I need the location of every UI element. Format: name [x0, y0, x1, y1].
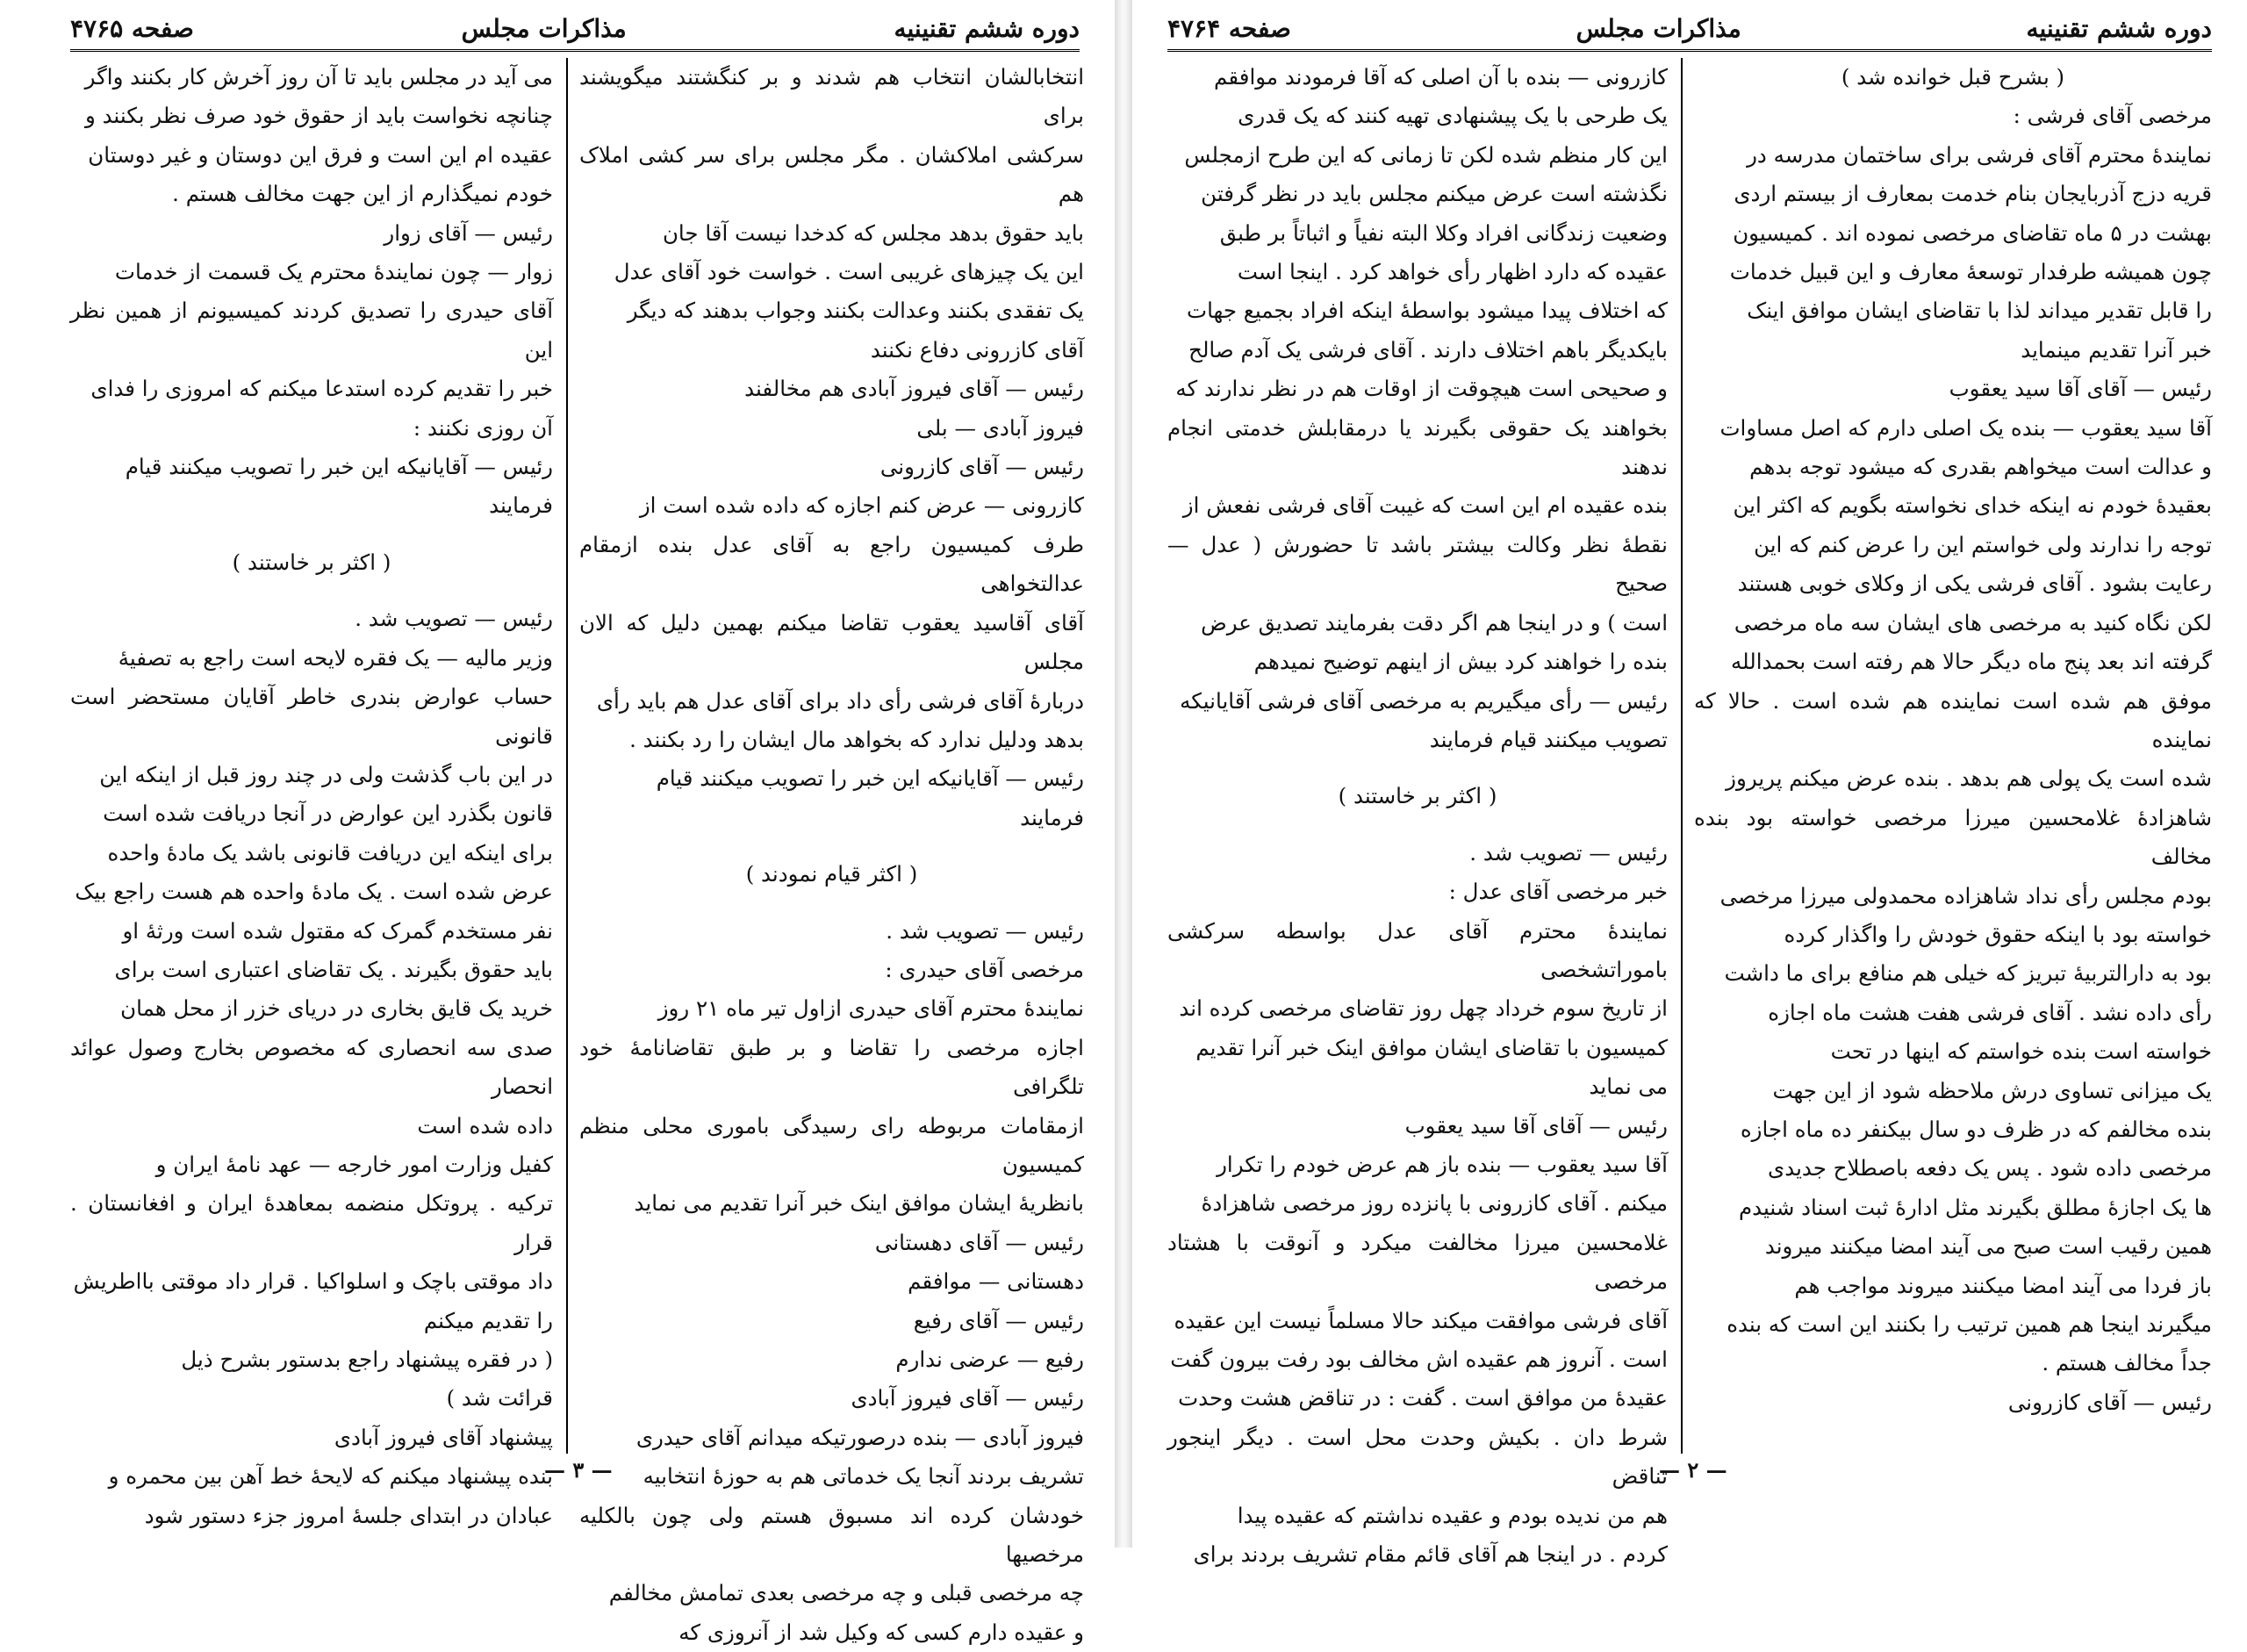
left-page-header: [70, 12, 1080, 44]
text-line: کردم . در اینجا هم آقای قائم مقام تشریف بردند برای: [1193, 1541, 1668, 1568]
text-line: رئیس — رأی میگیریم به مرخصی آقای فرشی آقایانیکه: [1180, 687, 1668, 714]
text-line: می آید در مجلس باید تا آن روز آخرش کار بکنند واگر: [84, 64, 553, 90]
right-page-footer: — ۲ —: [1659, 1457, 1727, 1483]
left-page-col-left: [70, 58, 553, 1528]
text-line: داده شده است: [417, 1112, 553, 1138]
text-line: جداً مخالف هستم .: [2042, 1350, 2212, 1376]
text-line: سرکشی املاکشان . مگر مجلس برای سر کشی املاک هم: [579, 141, 1084, 207]
book-gutter: [1115, 0, 1132, 1548]
text-line: رئیس — تصویب شد .: [886, 917, 1084, 944]
text-line: لکن نگاه کنید به مرخصی های ایشان سه ماه مرخصی: [1734, 609, 2212, 636]
text-line: رئیس — تصویب شد .: [355, 606, 553, 632]
text-line: عقیده ام این است و فرق این دوستان و غیر دوستان: [88, 141, 553, 168]
spacer: [1167, 759, 1668, 777]
text-line: نفر مستخدم گمرک که مقتول شده است ورثهٔ او: [122, 917, 553, 944]
text-line: ( در فقره پیشنهاد راجع بدستور بشرح ذیل: [181, 1347, 553, 1372]
right-header-title: مذاکرات مجلس: [1576, 13, 1741, 43]
text-line: وضعیت زندگانی افراد وکلا البته نفیاً و اثباتاً بر طبق: [1219, 219, 1668, 246]
text-line: ( بشرح قبل خوانده شد ): [1841, 64, 2065, 90]
left-header-rule: [70, 49, 1080, 52]
text-line: تشریف بردند آنجا یک خدماتی هم به حوزهٔ انتخابیه: [643, 1463, 1084, 1490]
right-page-header: [1167, 12, 2212, 44]
text-line: مرخصی داده شود . پس یک دفعه باصطلاح جدیدی: [1768, 1155, 2212, 1182]
text-line: چه مرخصی قبلی و چه مرخصی بعدی تمامش مخالفم: [608, 1580, 1084, 1606]
text-line: شرط دان . بکیش وحدت محل است . دیگر اینجور تناقض: [1167, 1424, 1668, 1490]
left-page-number: صفحه ۴۷۶۵: [70, 13, 194, 43]
text-line: بودم مجلس رأی نداد شاهزاده محمدولی میرزا مرخصی: [1719, 882, 2212, 909]
text-line: انتخابالشان انتخاب هم شدند و بر کنگشتند میگویشند برای: [579, 64, 1084, 129]
text-line: فرمایند: [1020, 804, 1084, 830]
left-page-footer: — ٣ —: [544, 1457, 613, 1483]
text-line: زوار — چون نمایندهٔ محترم یک قسمت از خدمات: [114, 259, 553, 285]
text-line: عقیدهٔ من موافق است . گفت : در تناقض هشت وحدت: [1178, 1385, 1668, 1411]
text-line: است . آنروز هم عقیده اش مخالف بود رفت بیرون گفت: [1170, 1347, 1668, 1372]
text-line: شاهزادهٔ غلامحسین میرزا مرخصی خواسته بود بنده مخالف: [1694, 804, 2212, 870]
text-line: موفق هم شده است نماینده هم شده است . حالا که نماینده: [1694, 687, 2212, 752]
text-line: یک میزانی تساوی درش ملاحظه شود از این جهت: [1772, 1077, 2212, 1103]
text-line: قریه دزج آذربایجان بنام خدمت بمعارف از بیستم اردی: [1734, 181, 2212, 207]
text-line: مرخصی آقای فرشی :: [2013, 103, 2212, 129]
text-line: میکنم . آقای کازرونی با پانزده روز مرخصی شاهزادهٔ: [1201, 1190, 1668, 1217]
text-line: وزیر مالیه — یک فقره لایحه است راجع به تصفیهٔ: [118, 644, 553, 671]
text-line: بنده پیشنهاد میکنم که لایحهٔ خط آهن بین محمره و: [108, 1463, 553, 1490]
text-line: نمایندهٔ محترم آقای عدل بواسطه سرکشی باموراتشخصی: [1167, 917, 1668, 982]
left-session-label: دوره ششم تقنینیه: [894, 13, 1080, 43]
text-line: آقا سید یعقوب — بنده یک اصلی دارم که اصل مساوات: [1719, 414, 2212, 441]
text-line: را تقدیم میکنم: [423, 1307, 553, 1333]
text-line: خبر آنرا تقدیم مینماید: [2021, 336, 2212, 363]
text-line: رئیس — آقایانیکه این خبر را تصویب میکنند قیام: [125, 454, 553, 480]
text-line: نگذشته است عرض میکنم مجلس باید در نظر گرفتن: [1201, 181, 1668, 207]
text-line: خواسته است بنده خواستم که اینها در تحت: [1830, 1038, 2212, 1065]
spacer: [70, 582, 553, 600]
right-page-col-right: [1694, 58, 2212, 1454]
text-line: یک تفقدی بکنند وعدالت بکنند وجواب بدهند که دیگر: [627, 298, 1084, 324]
text-line: رعایت بشود . آقای فرشی یکی از وکلای خوبی هستند: [1737, 571, 2212, 597]
text-line: خودشان کرده اند مسبوق هستم ولی چون بالکلیه مرخصیها: [579, 1502, 1084, 1568]
text-line: آقای حیدری را تصدیق کردند کمیسیونم از همین نظر این: [70, 298, 553, 363]
text-line: بود به دارالتربیهٔ تبریز که خیلی هم منافع برای ما داشت: [1724, 960, 2212, 987]
text-line: رئیس — آقای کازرونی: [879, 454, 1084, 480]
text-line: و عقیده دارم کسی که وکیل شد از آنروزی که: [678, 1619, 1084, 1645]
right-session-label: دوره ششم تقنینیه: [2026, 13, 2212, 43]
text-line: بانظریهٔ ایشان موافق اینک خبر آنرا تقدیم می نماید: [634, 1190, 1084, 1217]
text-line: رئیس — آقای کازرونی: [2007, 1389, 2212, 1415]
text-line: که اختلاف پیدا میشود بواسطهٔ اینکه افراد بجمیع جهات: [1187, 298, 1668, 324]
text-line: توجه را ندارند ولی خواستم این را عرض کنم که این: [1754, 531, 2212, 557]
left-page: [0, 0, 1115, 1645]
text-line: صدی سه انحصاری که مخصوص بخارج وصول عوائد انحصار: [70, 1034, 553, 1100]
text-line: غلامحسین میرزا مخالفت میکرد و آنوقت با هشتاد مرخصی: [1167, 1229, 1668, 1295]
text-line: آقا سید یعقوب — بنده باز هم عرض خودم را تکرار: [1217, 1151, 1668, 1177]
text-line: یک طرحی با یک پیشنهادی تهیه کنند که یک قدری: [1238, 103, 1668, 129]
text-line: همین رقیب است صبح می آیند امضا میکنند میروند: [1764, 1233, 2212, 1260]
text-line: شده است یک پولی هم بدهد . بنده عرض میکنم پریروز: [1726, 765, 2212, 792]
text-line: عرض شده است . یک مادهٔ واحده هم هست راجع بیک: [75, 879, 553, 905]
text-line: از تاریخ سوم خرداد چهل روز تقاضای مرخصی کرده اند: [1179, 995, 1668, 1022]
text-line: بایکدیگر باهم اختلاف دارند . آقای فرشی یک آدم صالح: [1188, 336, 1668, 363]
text-line: آقای فرشی موافقت میکند حالا مسلماً نیست این عقیده: [1174, 1307, 1668, 1333]
text-line: هم من ندیده بودم و عقیده نداشتم که عقیده پیدا: [1237, 1502, 1668, 1528]
text-line: کازرونی — بنده با آن اصلی که آقا فرمودند موافقم: [1214, 64, 1668, 90]
text-line: چون همیشه طرفدار توسعهٔ معارف و این قبیل خدمات: [1729, 259, 2212, 285]
text-line: بدهد ودلیل ندارد که بخواهد مال ایشان را رد بکنند .: [629, 726, 1084, 752]
text-line: بخواهند یک حقوقی بگیرند یا درمقابلش خدمتی انجام ندهند: [1167, 414, 1668, 480]
text-line: این کار منظم شده لکن تا زمانی که این طرح ازمجلس: [1184, 141, 1668, 168]
text-line: بنده را خواهند کرد بیش از اینهم توضیح نمیدهم: [1253, 649, 1668, 675]
text-line: می نماید: [1589, 1074, 1668, 1100]
text-line: رئیس — آقای فیروز آبادی: [851, 1385, 1084, 1411]
text-line: در این باب گذشت ولی در چند روز قبل از اینکه این: [99, 761, 553, 787]
text-line: باز فردا می آیند امضا میکنند میروند مواجب هم: [1794, 1272, 2212, 1298]
text-line: رئیس — آقای زوار: [384, 219, 553, 246]
text-line: گرفته اند بعد پنج ماه دیگر حالا هم رفته است بحمدالله: [1731, 649, 2212, 675]
text-line: رفیع — عرضی ندارم: [895, 1347, 1084, 1372]
spacer: [1167, 816, 1668, 834]
text-line: رئیس — آقای آقا سید یعقوب: [1404, 1112, 1668, 1138]
text-line: کفیل وزارت امور خارجه — عهد نامهٔ ایران و: [155, 1151, 553, 1177]
text-line: طرف کمیسیون راجع به آقای عدل بنده ازمقام عدالتخواهی: [579, 531, 1084, 597]
text-line: آقای کازرونی دفاع نکنند: [870, 336, 1084, 363]
text-line: این یک چیزهای غریبی است . خواست خود آقای عدل: [614, 259, 1084, 285]
text-line: بعقیدهٔ خودم نه اینکه خدای نخواسته بگویم که اکثر این: [1733, 492, 2212, 519]
text-line: ( اکثر قیام نمودند ): [745, 861, 918, 887]
text-line: خرید یک قایق بخاری در دریای خزر از محل همان: [120, 995, 553, 1022]
text-line: عقیده که دارد اظهار رأی خواهد کرد . اینجا است: [1237, 259, 1668, 285]
text-line: قانون بگذرد این عوارض در آنجا دریافت شده است: [103, 801, 553, 827]
text-line: ( اکثر بر خاستند ): [232, 549, 391, 575]
text-line: خبر را تقدیم کرده استدعا میکنم که امروزی را فدای: [90, 376, 553, 402]
text-line: خواسته بود با اینکه حقوق خودش را واگذار کرده: [1784, 921, 2212, 947]
text-line: نمایندهٔ محترم آقای فرشی برای ساختمان مدرسه در: [1747, 141, 2212, 168]
text-line: کازرونی — عرض کنم اجازه که داده شده است از: [639, 492, 1084, 519]
text-line: باید حقوق بدهد مجلس که کدخدا نیست آقا جان: [662, 219, 1084, 246]
text-line: باید حقوق بگیرند . یک تقاضای اعتباری است برای: [114, 956, 553, 982]
text-line: نقطهٔ نظر وکالت بیشتر باشد تا حضورش ( عدل — صحیح: [1167, 531, 1668, 597]
spacer: [579, 894, 1084, 912]
text-line: بنده عقیده ام این است که غیبت آقای فرشی نفعش از: [1182, 492, 1668, 519]
text-line: داد موقتی باچک و اسلواکیا . قرار داد موقتی بااطریش: [73, 1268, 553, 1295]
spacer: [70, 526, 553, 543]
text-line: و عدالت است میخواهم بقدری که میشود توجه بدهم: [1749, 454, 2212, 480]
text-line: قرائت شد ): [446, 1385, 553, 1411]
text-line: بهشت در ۵ ماه تقاضای مرخصی نموده اند . کمیسیون: [1733, 219, 2212, 246]
text-line: رئیس — آقایانیکه این خبر را تصویب میکنند قیام: [656, 765, 1084, 792]
text-line: فیروز آبادی — بنده درصورتیکه میدانم آقای حیدری: [635, 1424, 1084, 1450]
text-line: بنده مخالفم که در ظرف دو سال بیکنفر ده ماه اجازه: [1740, 1116, 2212, 1142]
text-line: حساب عوارض بندری خاطر آقایان مستحضر است قانونی: [70, 684, 553, 749]
right-page-col-left: [1167, 58, 1668, 1568]
text-line: است ) و در اینجا هم اگر دقت بفرمایند تصدیق عرض: [1201, 609, 1668, 636]
text-line: تصویب میکنند قیام فرمایند: [1429, 726, 1668, 752]
text-line: فیروز آبادی — بلی: [916, 414, 1084, 441]
text-line: پیشنهاد آقای فیروز آبادی: [334, 1424, 553, 1450]
right-page-number: صفحه ۴۷۶۴: [1167, 13, 1291, 43]
text-line: مرخصی آقای حیدری :: [885, 956, 1084, 982]
text-line: ازمقامات مربوطه رای رسیدگی باموری محلی منظم کمیسیون: [579, 1112, 1084, 1177]
left-page-column-divider: [566, 58, 568, 1454]
text-line: رئیس — آقای دهستانی: [874, 1229, 1084, 1255]
text-line: کمیسیون با تقاضای ایشان موافق اینک خبر آنرا تقدیم: [1195, 1034, 1668, 1060]
text-line: آن روزی نکنند :: [413, 414, 553, 441]
text-line: خبر مرخصی آقای عدل :: [1448, 879, 1668, 905]
right-header-rule: [1167, 49, 2212, 52]
text-line: را قابل تقدیر میداند لذا با تقاضای ایشان موافق اینک: [1747, 298, 2212, 324]
text-line: آقای آقاسید یعقوب تقاضا میکنم بهمین دلیل که الان مجلس: [579, 609, 1084, 675]
text-line: رئیس — آقای آقا سید یعقوب: [1949, 376, 2212, 402]
text-line: برای اینکه این دریافت قانونی باشد یک مادهٔ واحده: [107, 839, 553, 866]
text-line: رأی داده نشد . آقای فرشی هفت هشت ماه اجازه: [1768, 999, 2212, 1025]
text-line: عبادان در ابتدای جلسهٔ امروز جزء دستور شود: [144, 1502, 553, 1528]
text-line: نمایندهٔ محترم آقای حیدری ازاول تیر ماه ۲۱ روز: [657, 995, 1084, 1022]
text-line: و صحیحی است هیچوقت از اوقات هم در نظر ندارند که: [1175, 376, 1668, 402]
right-page: [1132, 0, 2247, 1568]
text-line: ( اکثر بر خاستند ): [1338, 783, 1497, 809]
text-line: دربارهٔ آقای فرشی رأی داد برای آقای عدل هم باید رأی: [596, 687, 1084, 714]
spacer: [579, 837, 1084, 855]
text-line: دهستانی — موافقم: [908, 1268, 1084, 1295]
text-line: فرمایند: [489, 492, 553, 519]
text-line: ها یک اجازهٔ مطلق بگیرند مثل ادارهٔ ثبت اسناد شنیدم: [1739, 1194, 2212, 1220]
text-line: اجازه مرخصی را تقاضا و بر طبق تقاضانامهٔ خود تلگرافی: [579, 1034, 1084, 1100]
text-line: رئیس — آقای فیروز آبادی هم مخالفند: [744, 376, 1084, 402]
text-line: خودم نمیگذارم از این جهت مخالف هستم .: [172, 181, 553, 207]
right-page-column-divider: [1681, 58, 1683, 1454]
text-line: رئیس — تصویب شد .: [1469, 839, 1668, 866]
text-line: رئیس — آقای رفیع: [913, 1307, 1084, 1333]
text-line: میگیرند اینجا هم همین ترتیب را بکنند این است که بنده: [1727, 1311, 2212, 1337]
text-line: ترکیه . پروتکل منضمه بمعاهدهٔ ایران و افغانستان . قرار: [70, 1190, 553, 1255]
text-line: چنانچه نخواست باید از حقوق خود صرف نظر بکنند و: [84, 103, 553, 129]
left-header-title: مذاکرات مجلس: [461, 13, 627, 43]
left-page-col-right: [579, 58, 1084, 1645]
